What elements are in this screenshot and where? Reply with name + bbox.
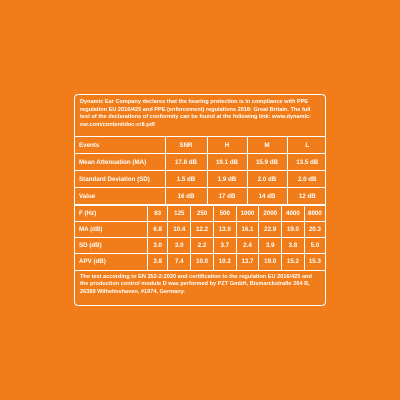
certification-text: The test according to EN 352-2:2020 and certification to the regulation EU 2016/425 and the production control module D was performed by PZT GmbH, Bismarckstraße 264 B, 26389 Wilhelmshaven, #1974, Germany.: [75, 270, 325, 306]
events-header-h: H: [207, 137, 247, 154]
table-row: [75, 154, 326, 171]
table-cell: 19.0: [259, 254, 282, 270]
declaration-text: Dynamic Ear Company declares that the hearing protection is in compliance with PPE regulation EU 2016/425 and PPE (enforcement) regulations 2018: Great Britain. The full text of the declarations of conformity can be found at the following link: www.dynamic-ear.com/content/doc-cr8.pdf: [80, 99, 312, 128]
table-cell: 7.4: [168, 254, 191, 270]
table-cell: 10.0: [191, 254, 214, 270]
table-cell: 13.7: [236, 254, 259, 270]
table-cell: 14 dB: [247, 188, 287, 205]
events-header-label: Events: [75, 137, 165, 154]
table-cell: 2.2: [191, 238, 214, 254]
table-cell: 3.0: [168, 238, 191, 254]
table-cell: 13.9: [213, 222, 236, 238]
row-label: SD (dB): [75, 238, 147, 254]
table-cell: 15.2: [282, 254, 305, 270]
row-label: Value: [75, 188, 165, 205]
table-cell: 2.0 dB: [287, 171, 326, 188]
table-cell: 16.1: [236, 222, 259, 238]
row-label: MA (dB): [75, 222, 147, 238]
table-cell: 1.9 dB: [207, 171, 247, 188]
table-cell: 17.8 dB: [165, 154, 207, 171]
table-cell: 17 dB: [207, 188, 247, 205]
table-cell: 12 dB: [287, 188, 326, 205]
frequency-header-label: F (Hz): [75, 206, 147, 222]
events-header-m: M: [247, 137, 287, 154]
frequency-header-cell: 125: [168, 206, 191, 222]
table-row: [75, 254, 325, 270]
events-header-snr: SNR: [165, 137, 207, 154]
table-cell: 5.0: [304, 238, 325, 254]
frequency-header-row: [75, 206, 325, 222]
table-cell: 15.9 dB: [247, 154, 287, 171]
table-cell: 3.8: [147, 254, 168, 270]
table-cell: 20.3: [304, 222, 325, 238]
table-cell: 13.5 dB: [287, 154, 326, 171]
table-row: [75, 188, 326, 205]
frequency-header-cell: 4000: [282, 206, 305, 222]
table-cell: 19.0: [282, 222, 305, 238]
table-cell: 2.0 dB: [247, 171, 287, 188]
table-cell: 3.7: [213, 238, 236, 254]
frequency-header-cell: 8000: [304, 206, 325, 222]
events-header-l: L: [287, 137, 326, 154]
table-cell: 19.1 dB: [207, 154, 247, 171]
frequency-header-cell: 63: [147, 206, 168, 222]
row-label: APV (dB): [75, 254, 147, 270]
table-cell: 22.9: [259, 222, 282, 238]
table-cell: 15.3: [304, 254, 325, 270]
table-row: [75, 171, 326, 188]
table-cell: 12.2: [191, 222, 214, 238]
table-row: [75, 222, 325, 238]
row-label: Mean Attenuation (MA): [75, 154, 165, 171]
table-cell: 3.8: [282, 238, 305, 254]
table-cell: 10.4: [168, 222, 191, 238]
frequency-header-cell: 250: [191, 206, 214, 222]
table-cell: 16 dB: [165, 188, 207, 205]
frequency-table: [75, 205, 325, 270]
table-cell: 3.9: [259, 238, 282, 254]
frequency-header-cell: 500: [213, 206, 236, 222]
row-label: Standard Deviation (SD): [75, 171, 165, 188]
table-cell: 1.5 dB: [165, 171, 207, 188]
frequency-header-cell: 2000: [259, 206, 282, 222]
compliance-card: [74, 94, 326, 306]
table-cell: 2.4: [236, 238, 259, 254]
table-cell: 6.8: [147, 222, 168, 238]
events-table: [75, 136, 326, 205]
table-row: [75, 238, 325, 254]
table-cell: 3.0: [147, 238, 168, 254]
events-header-row: [75, 137, 326, 154]
table-cell: 10.2: [213, 254, 236, 270]
frequency-header-cell: 1000: [236, 206, 259, 222]
